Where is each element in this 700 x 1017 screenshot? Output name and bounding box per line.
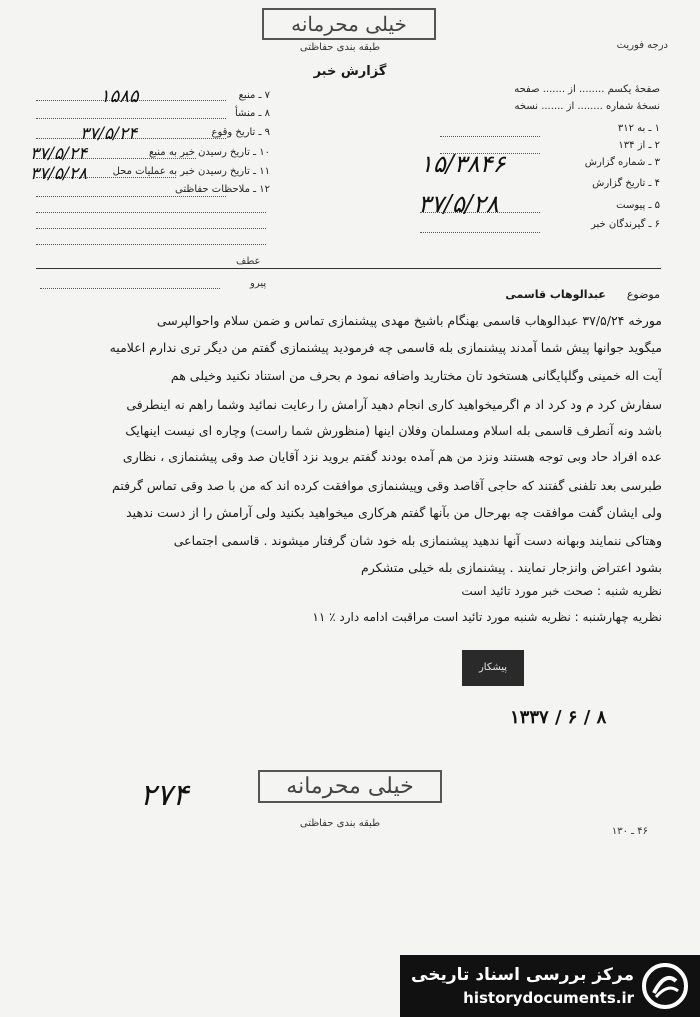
signature-stamp: پیشکار <box>462 650 524 686</box>
body-line: بشود اعتراض وانزجار نمایند . پیشنمازی بله خیلی متشکرم <box>361 560 662 575</box>
body-line: طبرسی بعد تلفنی گفتند که حاجی آقاصد وقی وپیشنمازی موافقت کرده اند که من با صد وقی تماس گرفتم <box>112 478 662 493</box>
header-separator <box>36 268 661 269</box>
handwritten-page-number: ۲۷۴ <box>140 778 189 813</box>
handwritten-date-bottom: ۸ / ۶ / ۱۳۳۷ <box>510 707 607 728</box>
priority-label: درجه فوریت <box>616 40 668 51</box>
body-line: عده افراد حاد وبی توجه هستند ونزد من هم آمده بودند گفتم بروید نزد آقایان صد وقی پیشنمازی ، نظاری <box>122 449 662 464</box>
body-line: سفارش کرد م ود کرد اد م اگرمیخواهید کاری انجام دهید آرامش را رعایت نمائید وشما راهم نه اینطرفی <box>126 397 662 412</box>
form-row-report-date: ۴ ـ تاریخ گزارش <box>592 178 660 189</box>
form-row-copy: نسخهٔ شماره ........ از ....... نسخه <box>514 101 660 112</box>
assessment-wednesday: نظریه چهارشنبه : نظریه شنبه مورد تائید است مراقبت ادامه دارد ٪ ۱۱ <box>312 610 662 624</box>
form-row-page: صفحهٔ یکسم ........ از ....... صفحه <box>514 84 660 95</box>
top-classification-caption: طبقه بندی حفاظتی <box>299 42 381 53</box>
form-row-origin: ۸ ـ منشأ <box>234 108 270 119</box>
handwritten-source: ۱۵۸۵ <box>100 86 139 107</box>
body-line: مورخه ۳۷/۵/۲۴ عبدالوهاب قاسمی بهنگام باشیخ مهدی پیشنمازی تماس و ضمن سلام واحوالپرسی <box>156 313 662 328</box>
subject-value: عبدالوهاب قاسمی <box>505 288 606 301</box>
form-row-recipients: ۶ ـ گیرندگان خبر <box>590 219 660 230</box>
form-row-date-to-ops: ۱۱ ـ تاریخ رسیدن خبر به عملیات محل <box>112 166 270 177</box>
handwritten-date-2: ۳۷/۵/۲۴ <box>30 144 88 164</box>
form-row-event-date: ۹ ـ تاریخ وقوع <box>211 127 270 138</box>
handwritten-date-1: ۳۷/۵/۲۴ <box>80 124 138 144</box>
body-line: ولی ایشان گفت موافقت چه بهرحال من بآنها گفتم هرکاری میخواهید بکنید ولی آرامش را از دست ندهید <box>126 505 662 520</box>
form-row-source: ۷ ـ منبع <box>238 90 270 101</box>
reference-atf: عطف <box>236 256 261 267</box>
form-row-security-notes: ۱۲ ـ ملاحظات حفاظتی <box>175 184 270 195</box>
form-row-from: ۲ ـ از ۱۳۴ <box>618 140 660 151</box>
watermark-banner <box>400 955 700 1017</box>
form-row-attachment: ۵ ـ پیوست <box>616 200 660 211</box>
handwritten-report-date: ۳۷/۵/۲۸ <box>418 190 499 218</box>
top-classification-stamp: خیلی محرمانه <box>262 8 436 40</box>
assessment-saturday: نظریه شنبه : صحت خبر مورد تائید است <box>461 584 662 598</box>
archive-logo-icon <box>642 963 688 1009</box>
handwritten-date-3: ۳۷/۵/۲۸ <box>30 164 88 184</box>
subject-line <box>505 288 660 301</box>
form-row-date-to-source: ۱۰ ـ تاریخ رسیدن خبر به منبع <box>148 147 270 158</box>
body-line: میگوید جوانها پیش شما آمدند پیشنمازی بله قاسمی چه فرمودید پیشنمازی گفتم من دیگر تری ندارم اعلامیه <box>109 340 662 355</box>
handwritten-report-number: ۱۵/۳۸۴۶ <box>420 150 506 178</box>
watermark-url: historydocuments.ir <box>463 989 634 1007</box>
body-line: باشد ونه آنطرف قاسمی بله اسلام ومسلمان وفلان اینها (منظورش شما راست) وچاره ای نیست اینهایک <box>125 423 662 438</box>
body-line: وهتاکی ننمایند وبهانه دست آنها ندهید پیشنمازی بله خود شان گرفتار میشوند . قاسمی اجتماعی <box>173 533 662 548</box>
watermark-org-name: مرکز بررسی اسناد تاریخی <box>411 965 634 985</box>
bottom-classification-caption: طبقه بندی حفاظتی <box>299 818 381 829</box>
bottom-classification-stamp: خیلی محرمانه <box>258 770 442 803</box>
form-row-report-number: ۳ ـ شماره گزارش <box>584 157 660 168</box>
subject-label: موضوع <box>626 288 660 301</box>
body-line: آیت اله خمینی وگلپایگانی هستخود تان مختارید واضافه نمود م بحرف من استناد نکنید وخیلی هم <box>170 368 662 383</box>
report-title: گزارش خبر <box>313 64 387 79</box>
form-row-to: ۱ ـ به ۳۱۲ <box>617 123 660 134</box>
form-code: ۴۶ ـ ۱۳۰ <box>611 826 648 837</box>
reference-peyro: پیرو <box>250 278 267 289</box>
